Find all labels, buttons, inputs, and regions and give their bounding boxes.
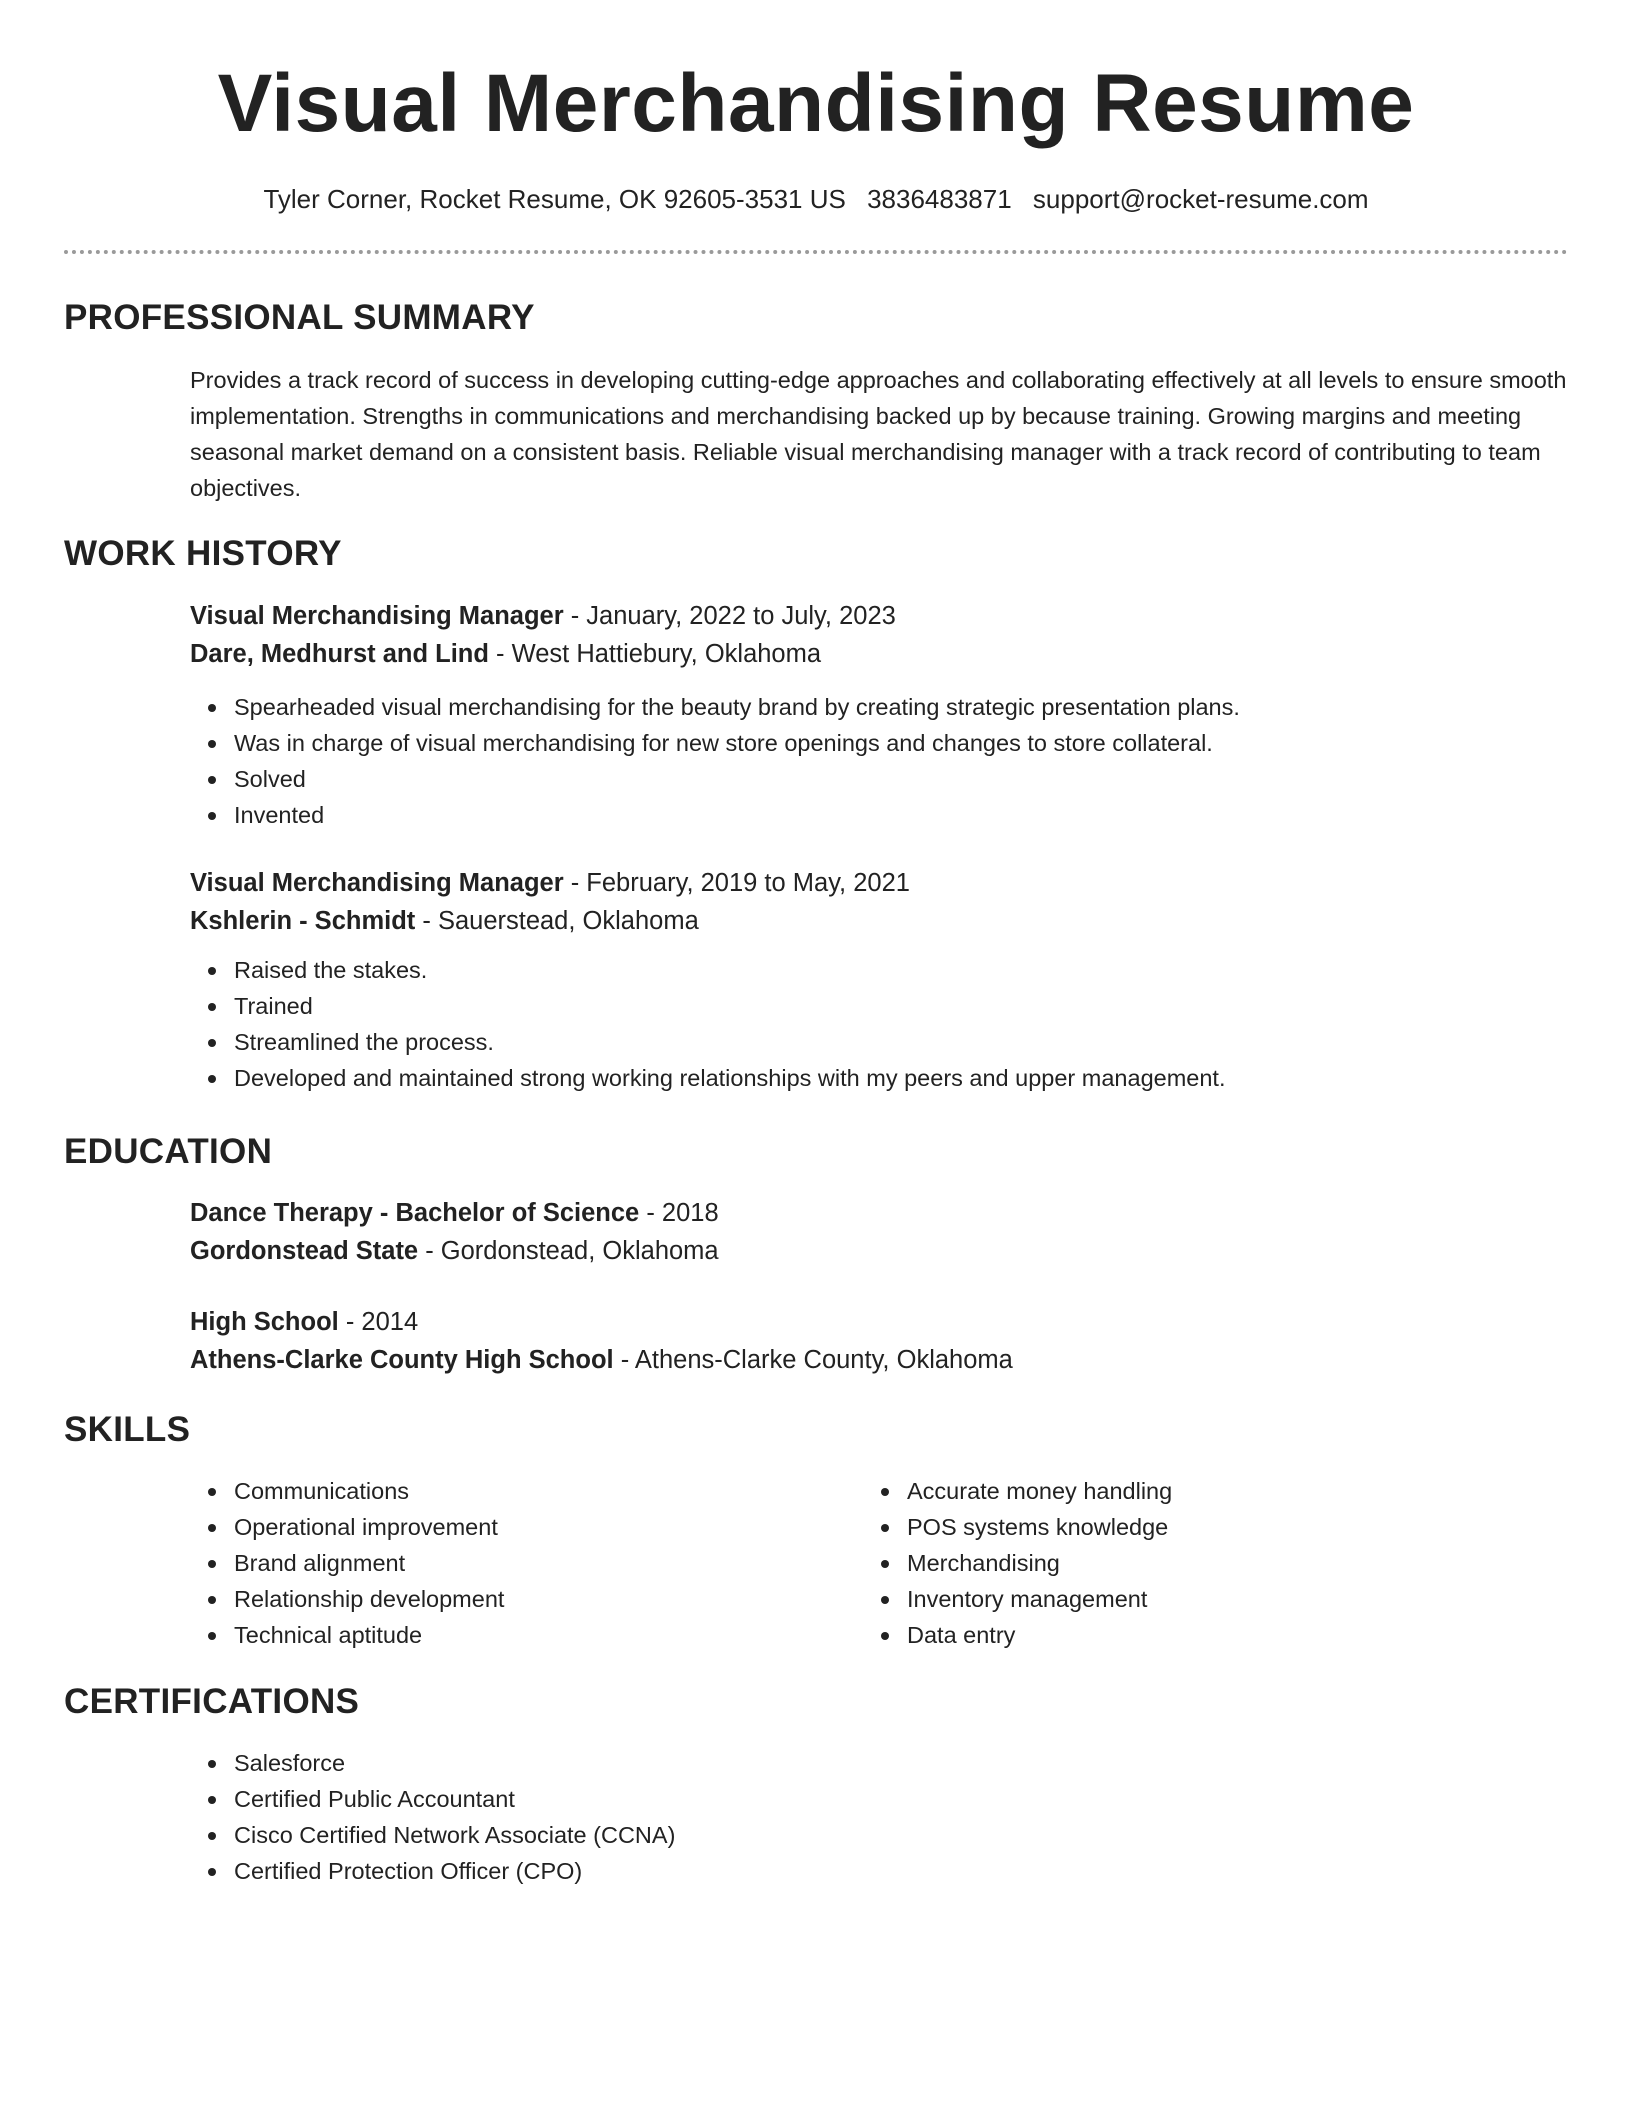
contact-phone: 3836483871 — [867, 184, 1012, 214]
job-company-line — [190, 902, 1568, 940]
degree: Dance Therapy - Bachelor of Science — [190, 1199, 640, 1227]
degree-line — [190, 1303, 1568, 1341]
job-bullets — [190, 952, 1568, 1096]
job-title-line — [190, 597, 1568, 635]
list-item: Raised the stakes. — [190, 952, 1568, 988]
list-item: Communications — [190, 1473, 504, 1509]
list-item: Salesforce — [190, 1745, 1568, 1781]
list-item: Merchandising — [863, 1545, 1172, 1581]
job-location: - West Hattiebury, Oklahoma — [488, 640, 822, 668]
education-entry-2 — [190, 1303, 1568, 1379]
education-entry-1 — [190, 1194, 1568, 1270]
job-title-line — [190, 864, 1568, 902]
degree: High School — [190, 1308, 339, 1336]
list-item: Trained — [190, 988, 1568, 1024]
degree-year: - 2018 — [639, 1199, 719, 1227]
list-item: Certified Public Accountant — [190, 1781, 1568, 1817]
list-item: Certified Protection Officer (CPO) — [190, 1853, 1568, 1889]
list-item: Streamlined the process. — [190, 1024, 1568, 1060]
list-item: Technical aptitude — [190, 1617, 504, 1653]
school-line — [190, 1341, 1568, 1379]
list-item: Invented — [190, 797, 1568, 833]
certifications-list — [190, 1745, 1568, 1889]
list-item: Spearheaded visual merchandising for the beauty brand by creating strategic presentation plans. — [190, 689, 1568, 725]
job-title: Visual Merchandising Manager — [190, 602, 564, 630]
list-item: Was in charge of visual merchandising for new store openings and changes to store collateral. — [190, 725, 1568, 761]
list-item: Accurate money handling — [863, 1473, 1172, 1509]
school: Athens-Clarke County High School — [190, 1346, 614, 1374]
job-company-line — [190, 635, 1568, 673]
list-item: Data entry — [863, 1617, 1172, 1653]
contact-email: support@rocket-resume.com — [1032, 184, 1369, 214]
degree-line — [190, 1194, 1568, 1232]
certifications-bullets — [190, 1745, 1568, 1889]
skills-column-left — [190, 1473, 504, 1653]
list-item: Operational improvement — [190, 1509, 504, 1545]
skills-list — [190, 1473, 1568, 1663]
job-dates: - January, 2022 to July, 2023 — [563, 602, 896, 630]
job-entry-1 — [190, 597, 1568, 833]
job-title: Visual Merchandising Manager — [190, 869, 564, 897]
certifications-heading: CERTIFICATIONS — [64, 1682, 360, 1721]
job-company: Dare, Medhurst and Lind — [190, 640, 489, 668]
job-company: Kshlerin - Schmidt — [190, 907, 416, 935]
resume-title: Visual Merchandising Resume — [217, 58, 1415, 149]
list-item: POS systems knowledge — [863, 1509, 1172, 1545]
work-history-heading: WORK HISTORY — [64, 534, 342, 573]
list-item: Solved — [190, 761, 1568, 797]
header-divider — [64, 250, 1568, 254]
school-line — [190, 1232, 1568, 1270]
education-heading: EDUCATION — [64, 1132, 273, 1171]
list-item: Brand alignment — [190, 1545, 504, 1581]
contact-line — [64, 182, 1568, 216]
list-item: Cisco Certified Network Associate (CCNA) — [190, 1817, 1568, 1853]
skills-heading: SKILLS — [64, 1410, 191, 1449]
summary-heading: PROFESSIONAL SUMMARY — [64, 298, 535, 337]
list-item: Developed and maintained strong working relationships with my peers and upper management. — [190, 1060, 1568, 1096]
summary-text: Provides a track record of success in developing cutting-edge approaches and collaborating effectively at all levels to ensure smooth implementation. Strengths in communications and merchandising backed up by because training. Growing margins and meeting seasonal market demand on a consistent basis. Reliable visual merchandising manager with a track record of contributing to team objectives. — [190, 367, 1567, 501]
skills-column-right — [863, 1473, 1172, 1653]
school-location: - Athens-Clarke County, Oklahoma — [613, 1346, 1013, 1374]
job-location: - Sauerstead, Oklahoma — [415, 907, 699, 935]
school: Gordonstead State — [190, 1237, 419, 1265]
job-bullets — [190, 689, 1568, 833]
school-location: - Gordonstead, Oklahoma — [418, 1237, 719, 1265]
job-entry-2 — [190, 864, 1568, 1096]
list-item: Inventory management — [863, 1581, 1172, 1617]
degree-year: - 2014 — [338, 1308, 419, 1336]
contact-address: Tyler Corner, Rocket Resume, OK 92605-3531 US — [263, 184, 846, 214]
job-dates: - February, 2019 to May, 2021 — [563, 869, 910, 897]
list-item: Relationship development — [190, 1581, 504, 1617]
